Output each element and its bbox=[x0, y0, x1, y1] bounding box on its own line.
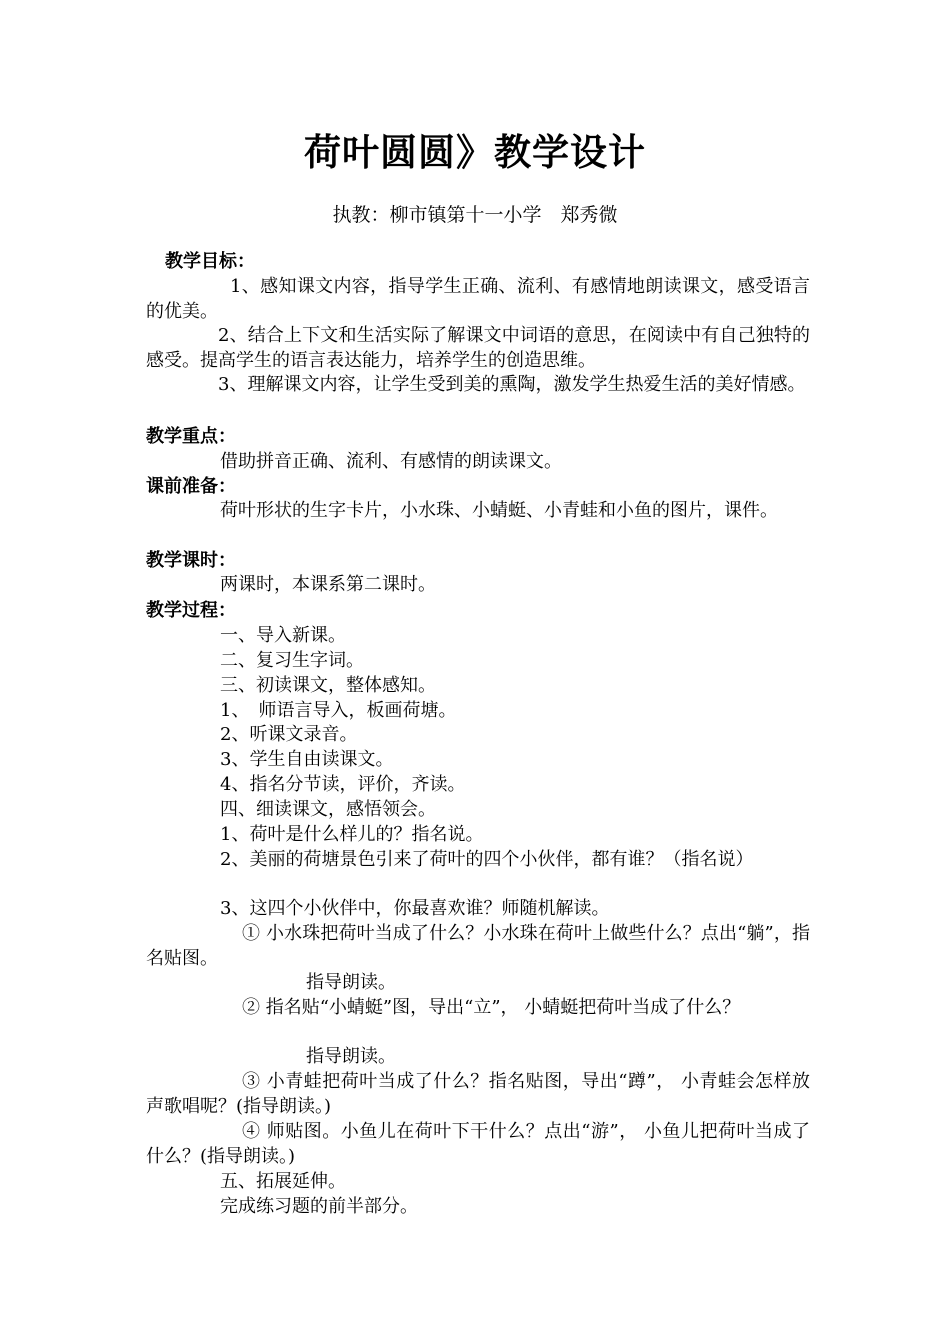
process-step-3-1: 1、 师语言导入，板画荷塘。 bbox=[220, 700, 457, 721]
prep-text: 荷叶形状的生字卡片，小水珠、小蜻蜓、小青蛙和小鱼的图片，课件。 bbox=[220, 500, 778, 521]
process-step-4-1: 1、荷叶是什么样儿的？指名说。 bbox=[220, 824, 484, 845]
goal-3: 3、理解课文内容，让学生受到美的熏陶，激发学生热爱生活的美好情感。 bbox=[218, 374, 806, 395]
hours-heading: 教学课时： bbox=[146, 550, 236, 571]
document-subtitle: 执教：柳市镇第十一小学 郑秀微 bbox=[332, 204, 618, 226]
key-text: 借助拼音正确、流利、有感情的朗读课文。 bbox=[220, 451, 562, 472]
process-step-3-3: 3、学生自由读课文。 bbox=[220, 749, 394, 770]
process-step-4-2: 2、美丽的荷塘景色引来了荷叶的四个小伙伴，都有谁？（指名说） bbox=[220, 849, 754, 870]
process-step-3-2: 2、听课文录音。 bbox=[220, 724, 358, 745]
process-step-2: 二、复习生字词。 bbox=[220, 650, 364, 671]
process-step-4: 四、细读课文，感悟领会。 bbox=[220, 799, 436, 820]
process-step-3: 三、初读课文，整体感知。 bbox=[220, 675, 436, 696]
goal-2: 2、结合上下文和生活实际了解课文中词语的意思，在阅读中有自己独特的感受。提高学生的语言表达能力，培养学生的创造思维。 bbox=[146, 325, 810, 371]
process-item-2: ② 指名贴“小蜻蜓”图，导出“立”， 小蜻蜓把荷叶当成了什么？ bbox=[242, 997, 741, 1018]
process-item-3: ③ 小青蛙把荷叶当成了什么？指名贴图，导出“蹲”， 小青蛙会怎样放声歌唱呢？(指导朗读。) bbox=[146, 1071, 810, 1117]
process-step-1: 一、导入新课。 bbox=[220, 625, 346, 646]
process-step-5: 五、拓展延伸。 bbox=[220, 1171, 346, 1192]
document-title: 荷叶圆圆》教学设计 bbox=[304, 131, 646, 174]
process-item-1-read: 指导朗读。 bbox=[306, 972, 396, 993]
process-item-2-read: 指导朗读。 bbox=[306, 1046, 396, 1067]
hours-text: 两课时，本课系第二课时。 bbox=[220, 574, 436, 595]
prep-heading: 课前准备： bbox=[146, 476, 236, 497]
process-step-5-text: 完成练习题的前半部分。 bbox=[220, 1196, 418, 1217]
key-heading: 教学重点： bbox=[146, 426, 236, 447]
process-heading: 教学过程： bbox=[146, 600, 236, 621]
goals-heading: 教学目标： bbox=[165, 251, 255, 272]
process-step-4-3: 3、这四个小伙伴中，你最喜欢谁？师随机解读。 bbox=[220, 898, 610, 919]
process-step-3-4: 4、指名分节读，评价，齐读。 bbox=[220, 774, 466, 795]
goal-1: 1、感知课文内容，指导学生正确、流利、有感情地朗读课文，感受语言的优美。 bbox=[146, 276, 810, 322]
process-item-4: ④ 师贴图。小鱼儿在荷叶下干什么？点出“游”， 小鱼儿把荷叶当成了什么？(指导朗读。) bbox=[146, 1121, 810, 1167]
process-item-1: ① 小水珠把荷叶当成了什么？小水珠在荷叶上做些什么？点出“躺”，指名贴图。 bbox=[146, 923, 810, 969]
